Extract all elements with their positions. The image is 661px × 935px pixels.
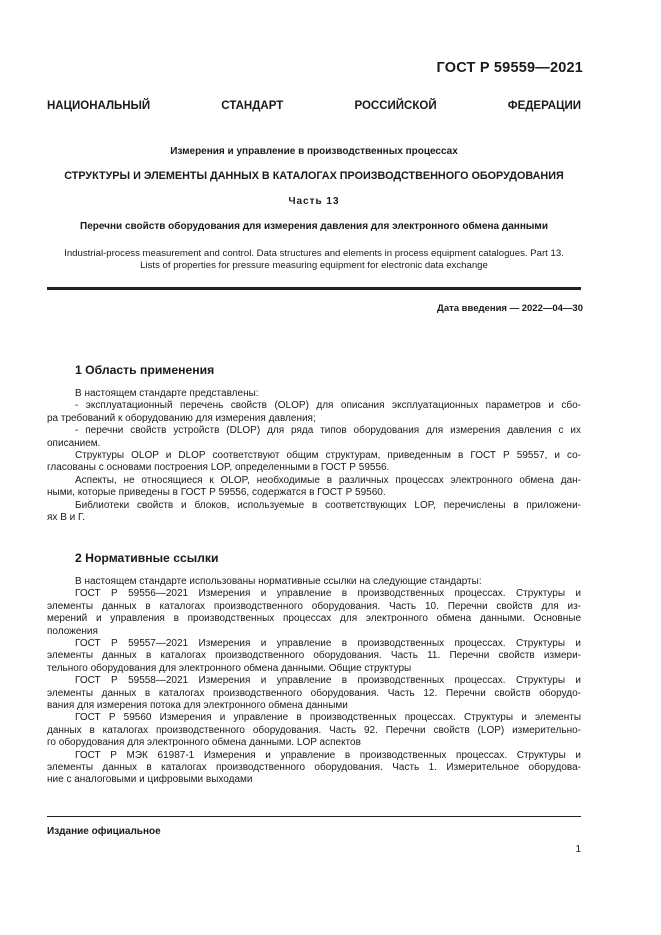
section2-line: элементы данных в каталогах производственного оборудования. Часть 11. Перечни свойств измери- xyxy=(47,650,581,662)
section1-line: Аспекты, не относящиеся к OLOP, необходимые в различных процессах электронного обмена дан- xyxy=(75,474,581,486)
section2-line: элементы данных в каталогах производственного оборудования. Часть 12. Перечни свойств оборудо- xyxy=(47,687,581,699)
section2-line: ГОСТ Р 59560 Измерения и управление в производственных процессах. Структуры и элементы xyxy=(75,712,581,724)
section1-line: гласованы с основами построения LOP, определенными в ГОСТ Р 59556. xyxy=(47,462,390,474)
page-number: 1 xyxy=(575,844,581,855)
section2-line: данных в каталогах производственного оборудования. Часть 92. Перечни свойств (LOP) измерительно- xyxy=(47,724,581,736)
national-standard-banner: НАЦИОНАЛЬНЫЙ СТАНДАРТ РОССИЙСКОЙ ФЕДЕРАЦИИ xyxy=(47,100,581,112)
section-2-heading: 2 Нормативные ссылки xyxy=(75,551,219,565)
footer-divider xyxy=(47,816,581,817)
section2-line: ние с аналоговыми и цифровыми выходами xyxy=(47,774,253,786)
section2-line: элементы данных в каталогах производственного оборудования. Часть 1. Измерительное оборудова- xyxy=(47,762,581,773)
section2-line: В настоящем стандарте использованы нормативные ссылки на следующие стандарты: xyxy=(75,576,482,587)
title-english-line-1: Industrial-process measurement and control. Data structures and elements in process equipment catalogues. Part 13. xyxy=(64,248,564,259)
section1-line: - эксплуатационный перечень свойств (OLOP) для описания эксплуатационных параметров и сбо- xyxy=(75,400,581,412)
section2-line: ГОСТ Р 59558—2021 Измерения и управление в производственных процессах. Структуры и xyxy=(75,675,581,687)
section2-line: тельного оборудования для электронного обмена данными. Общие структуры xyxy=(47,662,412,674)
section1-line: ными, которые приведены в ГОСТ Р 59556, содержатся в ГОСТ Р 59560. xyxy=(47,487,386,499)
title-series: Измерения и управление в производственных процессах xyxy=(170,146,458,157)
section2-line: ГОСТ Р 59557—2021 Измерения и управление в производственных процессах. Структуры и xyxy=(75,638,581,649)
section2-line: элементы данных в каталогах производственного оборудования. Часть 10. Перечни свойств для из- xyxy=(47,600,581,612)
section1-line: Структуры OLOP и DLOP соответствуют общим структурам, приведенным в ГОСТ Р 59557, и со- xyxy=(75,450,581,461)
section2-line: ГОСТ Р 59556—2021 Измерения и управление в производственных процессах. Структуры и xyxy=(75,588,581,600)
section2-line: вания для измерения потока для электронного обмена данными xyxy=(47,700,348,711)
section1-line: - перечни свойств устройств (DLOP) для ряда типов оборудования для измерения давления с их xyxy=(75,425,581,437)
section1-line: ра требований к оборудованию для измерения давления; xyxy=(47,412,316,424)
title-subtitle: Перечни свойств оборудования для измерения давления для электронного обмена данными xyxy=(80,221,548,232)
section2-line: го оборудования для электронного обмена данными. LOP аспектов xyxy=(47,737,361,749)
section1-line: описанием. xyxy=(47,437,101,449)
edition-label: Издание официальное xyxy=(47,826,161,837)
section1-line: В настоящем стандарте представлены: xyxy=(75,388,259,399)
section-1-heading: 1 Область применения xyxy=(75,363,215,377)
title-english-line-2: Lists of properties for pressure measuring equipment for electronic data exchange xyxy=(140,260,488,271)
section1-line: ях В и Г. xyxy=(47,512,85,523)
section2-line: положения xyxy=(47,625,98,637)
section2-line: ГОСТ Р МЭК 61987-1 Измерения и управление в производственных процессах. Структуры и xyxy=(75,749,581,761)
section1-line: Библиотеки свойств и блоков, используемые в соответствующих LOP, перечислены в приложени- xyxy=(75,499,581,511)
title-main: СТРУКТУРЫ И ЭЛЕМЕНТЫ ДАННЫХ В КАТАЛОГАХ ПРОИЗВОДСТВЕННОГО ОБОРУДОВАНИЯ xyxy=(64,170,564,182)
header-divider xyxy=(47,287,581,290)
section2-line: мерений и управления в производственных процессах для электронного обмена данными. Основные xyxy=(47,613,581,625)
document-code: ГОСТ Р 59559—2021 xyxy=(436,60,583,76)
title-part: Часть 13 xyxy=(288,196,340,207)
introduction-date: Дата введения — 2022—04—30 xyxy=(437,303,583,314)
